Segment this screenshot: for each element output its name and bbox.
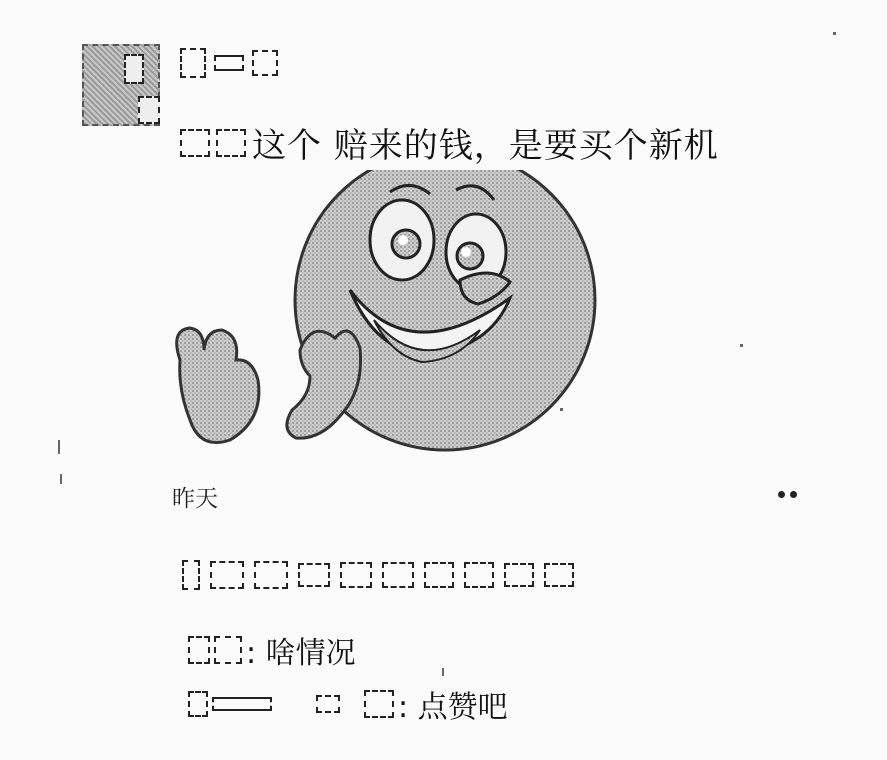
username-glyph (214, 55, 244, 71)
likes-row (182, 560, 574, 590)
post-text-glyph (180, 129, 210, 157)
post-time: 昨天 (172, 486, 218, 512)
post-text-body: 这个 赔来的钱，是要买个新机 (252, 126, 719, 166)
scan-speck (833, 32, 836, 35)
liker-name-glyph[interactable] (298, 563, 330, 587)
liker-name-glyph[interactable] (504, 563, 534, 587)
like-icon[interactable] (182, 560, 200, 590)
scan-speck (442, 668, 444, 676)
scan-speck (58, 440, 60, 454)
avatar-glyph (124, 54, 144, 84)
username-glyph (180, 48, 206, 78)
avatar-glyph (138, 96, 160, 124)
liker-name-glyph[interactable] (210, 561, 244, 589)
liker-name-glyph[interactable] (382, 562, 414, 588)
comment-text: : 点赞吧 (398, 690, 508, 725)
avatar[interactable] (82, 44, 160, 126)
comment-text: : 啥情况 (246, 636, 356, 671)
more-options-button[interactable] (778, 486, 808, 502)
grinning-clapping-emoji (160, 170, 600, 460)
commenter-name-glyph[interactable] (364, 690, 394, 718)
comment-item[interactable] (188, 628, 356, 672)
commenter-name-glyph[interactable] (212, 697, 272, 711)
liker-name-glyph[interactable] (254, 561, 288, 589)
more-dots-icon (790, 491, 797, 498)
scan-speck (60, 474, 62, 484)
scan-speck (740, 344, 743, 347)
liker-name-glyph[interactable] (340, 562, 372, 588)
more-dots-icon (778, 491, 785, 498)
commenter-name-glyph[interactable] (316, 695, 340, 713)
post-text-glyph (216, 129, 246, 157)
commenter-name-glyph[interactable] (188, 691, 208, 717)
comment-item[interactable] (188, 682, 508, 726)
username[interactable] (180, 48, 278, 78)
post-text (180, 118, 719, 167)
username-glyph (252, 50, 278, 76)
commenter-name-glyph[interactable] (188, 636, 210, 664)
liker-name-glyph[interactable] (424, 562, 454, 588)
liker-name-glyph[interactable] (464, 562, 494, 588)
commenter-name-glyph[interactable] (214, 636, 242, 664)
liker-name-glyph[interactable] (544, 563, 574, 587)
